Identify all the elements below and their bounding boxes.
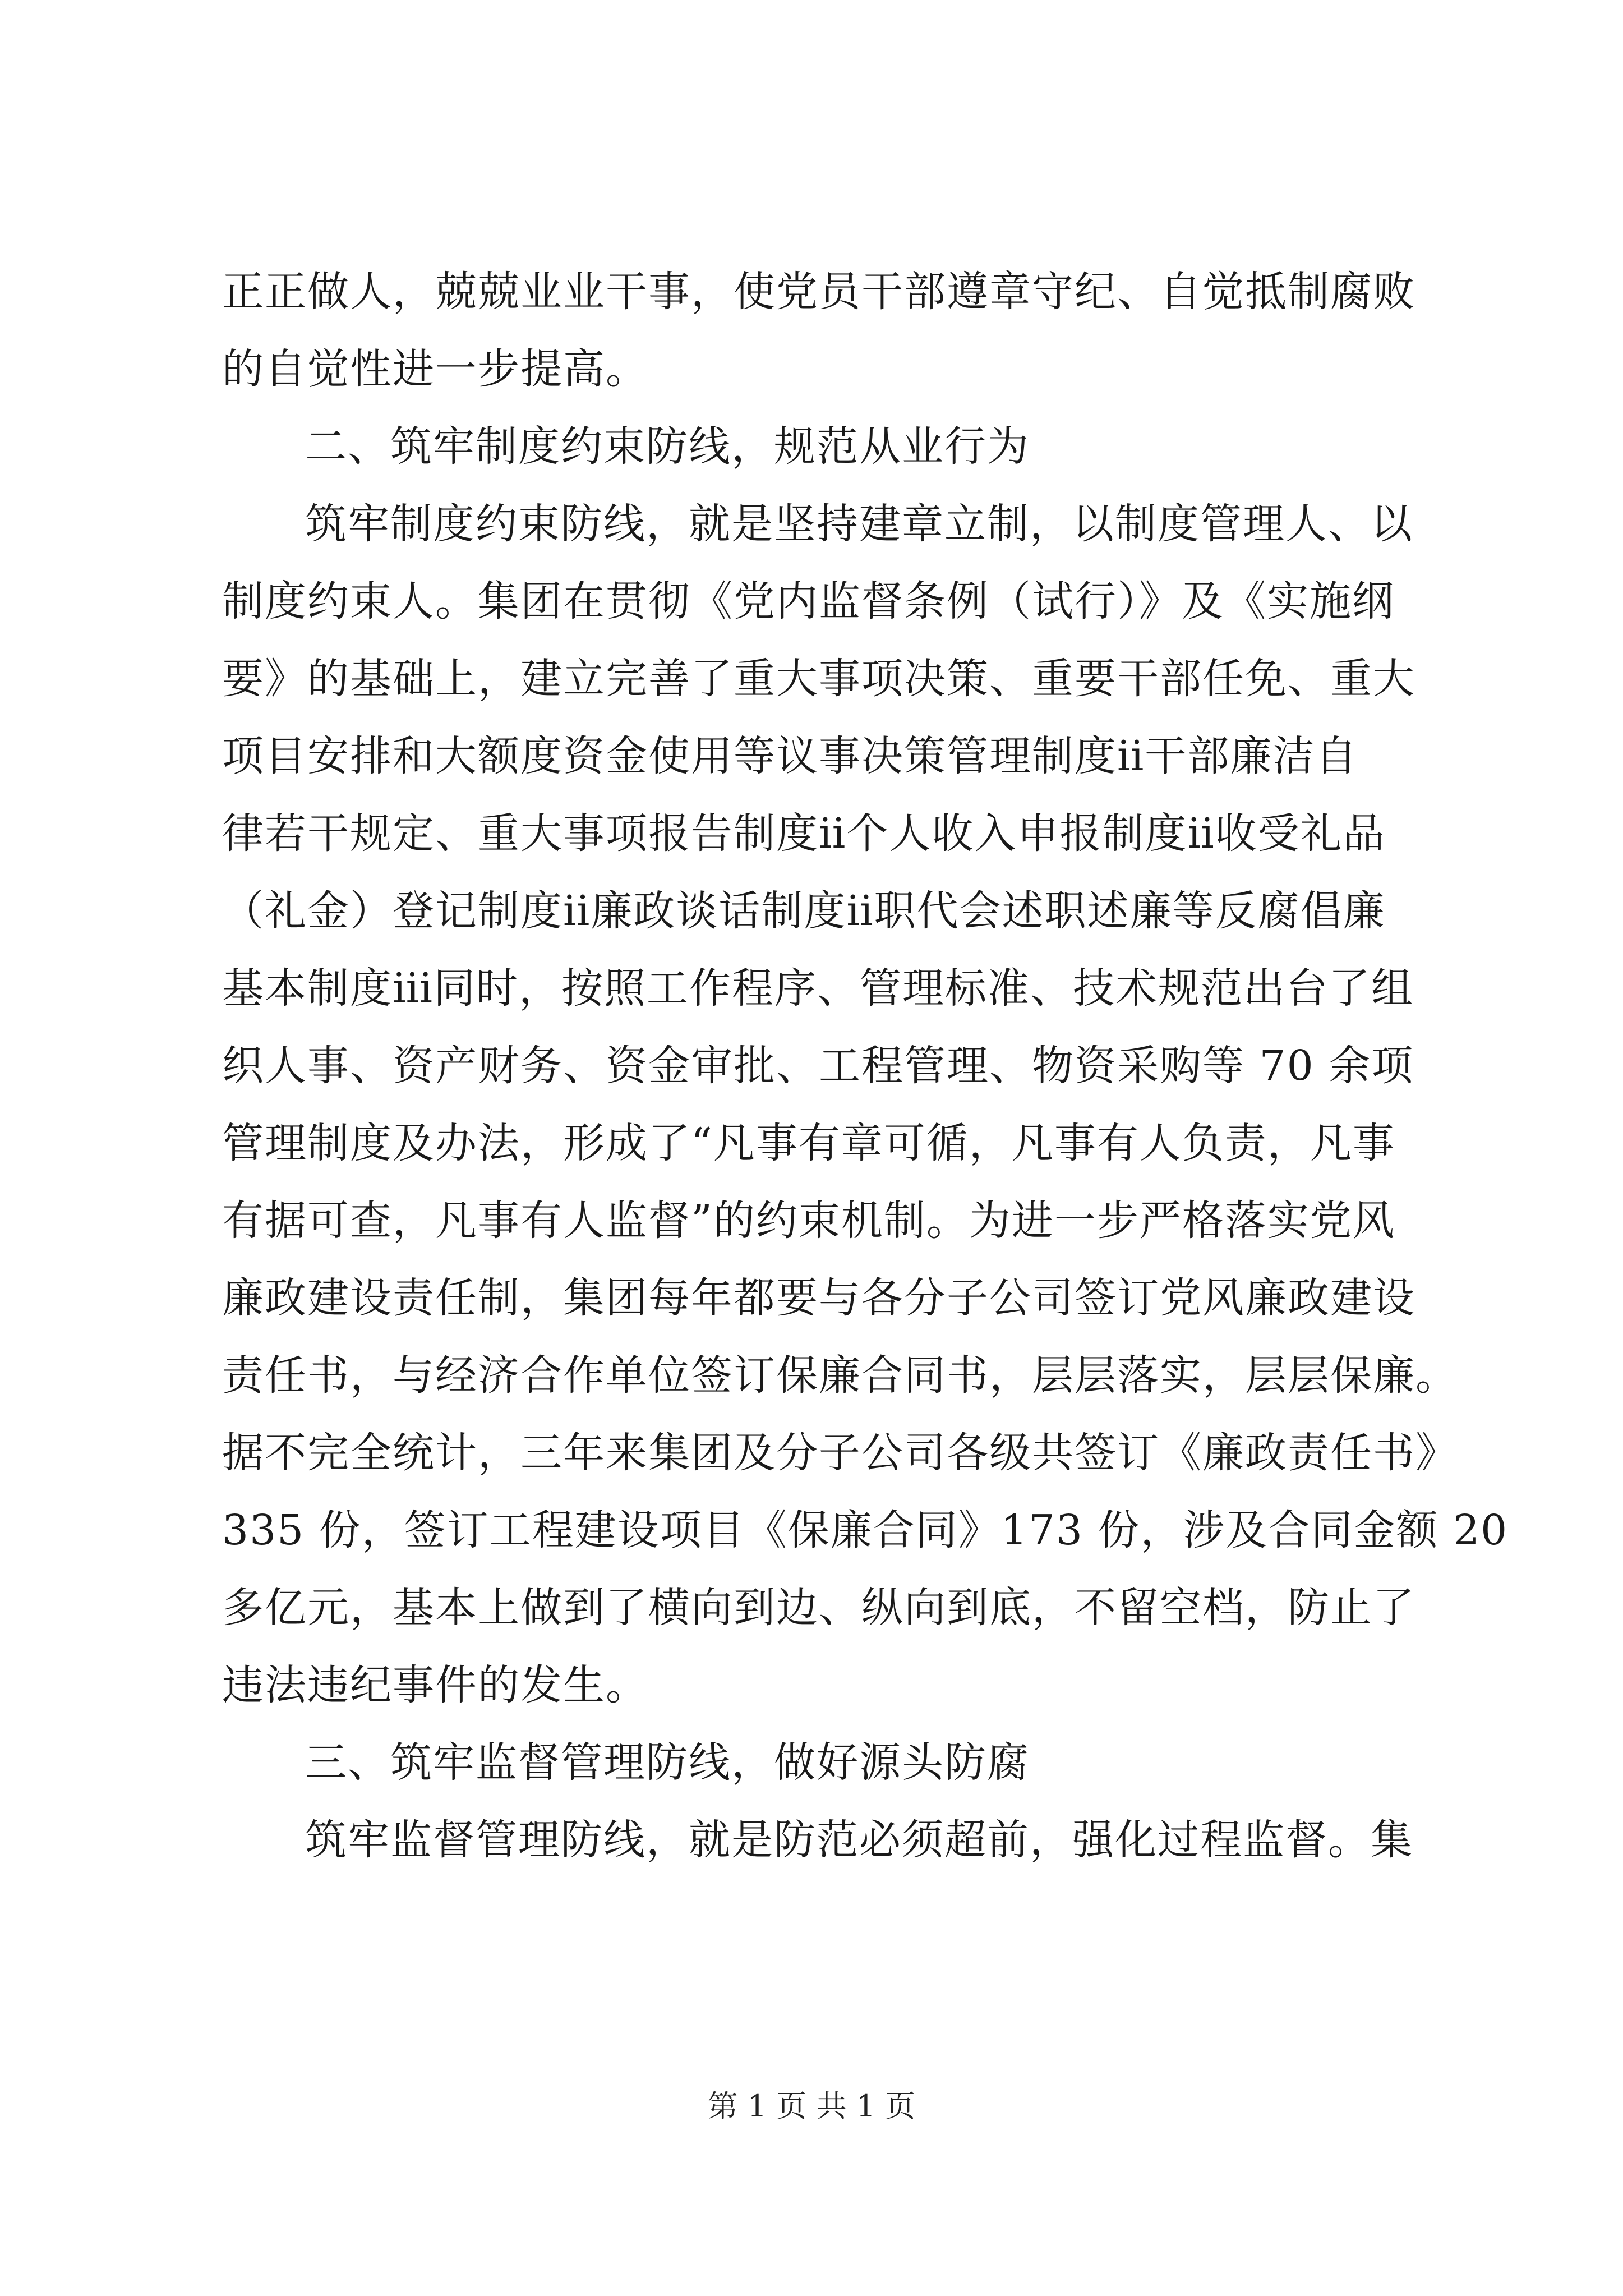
text-line: 的自觉性进一步提高。 bbox=[222, 345, 648, 393]
section-heading: 二、筑牢制度约束防线，规范从业行为 bbox=[305, 422, 1030, 471]
text-line: 335 份，签订工程建设项目《保廉合同》173 份，涉及合同金额 20 bbox=[222, 1506, 1509, 1554]
text-line: 违法违纪事件的发生。 bbox=[222, 1661, 648, 1709]
text-line: 责任书，与经济合作单位签订保廉合同书，层层落实，层层保廉。 bbox=[222, 1351, 1458, 1400]
text-line: （礼金）登记制度ⅱ廉政谈话制度ⅱ职代会述职述廉等反腐倡廉 bbox=[222, 887, 1386, 935]
text-line: 基本制度ⅲ同时，按照工作程序、管理标准、技术规范出台了组 bbox=[222, 964, 1414, 1013]
text-line: 管理制度及办法，形成了“凡事有章可循，凡事有人负责，凡事 bbox=[222, 1119, 1395, 1167]
page-footer: 第 1 页 共 1 页 bbox=[707, 2088, 916, 2124]
text-line: 律若干规定、重大事项报告制度ⅱ个人收入申报制度ⅱ收受礼品 bbox=[222, 809, 1386, 858]
section-heading: 三、筑牢监督管理防线，做好源头防腐 bbox=[305, 1738, 1030, 1787]
text-line: 织人事、资产财务、资金审批、工程管理、物资采购等 70 余项 bbox=[222, 1042, 1414, 1090]
text-line: 据不完全统计，三年来集团及分子公司各级共签订《廉政责任书》 bbox=[222, 1429, 1458, 1477]
text-line: 筑牢监督管理防线，就是防范必须超前，强化过程监督。集 bbox=[305, 1816, 1413, 1864]
text-line: 要》的基础上，建立完善了重大事项决策、重要干部任免、重大 bbox=[222, 655, 1415, 703]
text-line: 廉政建设责任制，集团每年都要与各分子公司签订党风廉政建设 bbox=[222, 1274, 1415, 1322]
text-line: 有据可查，凡事有人监督”的约束机制。为进一步严格落实党风 bbox=[222, 1197, 1395, 1245]
text-line: 正正做人，兢兢业业干事，使党员干部遵章守纪、自觉抵制腐败 bbox=[222, 268, 1415, 316]
text-line: 制度约束人。集团在贯彻《党内监督条例（试行）》及《实施纲 bbox=[222, 577, 1395, 625]
text-line: 多亿元，基本上做到了横向到边、纵向到底，不留空档，防止了 bbox=[222, 1584, 1415, 1632]
text-line: 筑牢制度约束防线，就是坚持建章立制，以制度管理人、以 bbox=[305, 500, 1413, 548]
text-line: 项目安排和大额度资金使用等议事决策管理制度ⅱ干部廉洁自 bbox=[222, 732, 1358, 780]
